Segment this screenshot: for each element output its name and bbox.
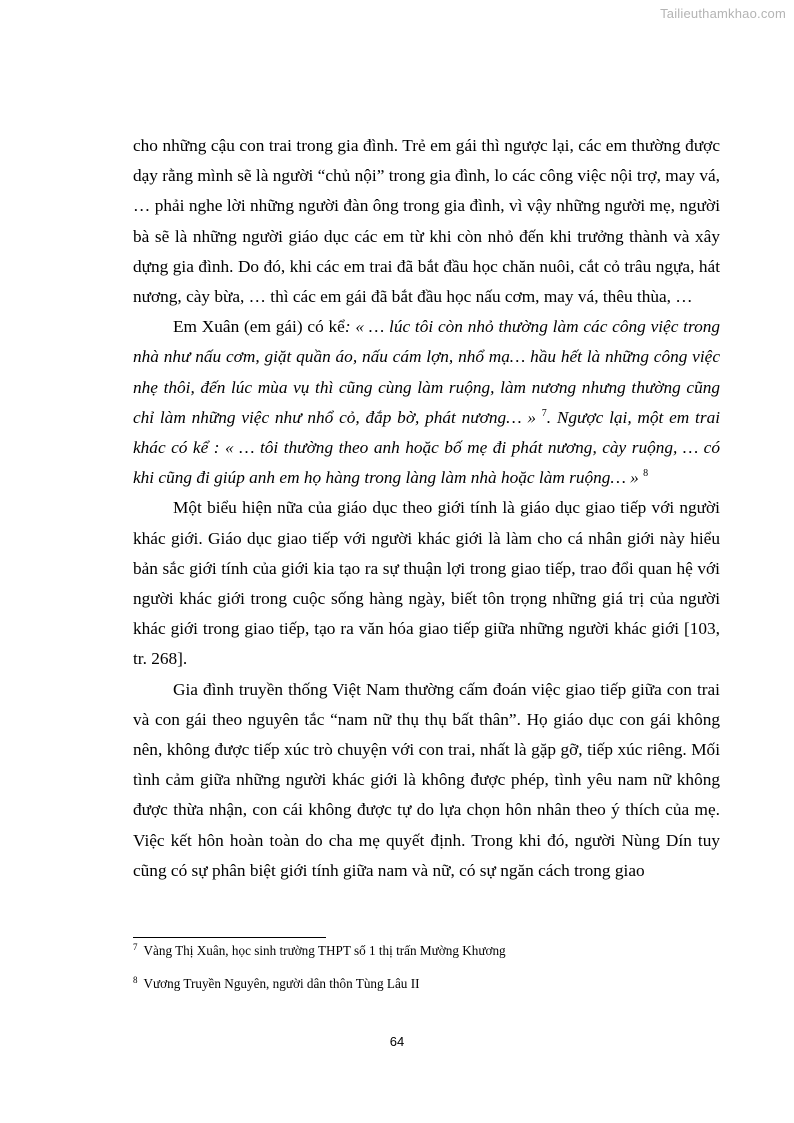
footnote-ref-8: 8: [643, 468, 649, 480]
footnote-7: [133, 943, 506, 959]
footnote-8-number: 8: [133, 974, 138, 985]
footnote-divider: [133, 937, 326, 938]
paragraph-2-quote-1: : « … lúc tôi còn nhỏ thường làm các công việc trong nhà như nấu cơm, giặt quần áo, nấu cám lợn, nhổ mạ… hầu hết là những công việc nhẹ thôi, đến lúc mùa vụ thì cũng cùng làm ruộng, làm nương nhưng thường cũng chỉ làm những việc như nhổ cỏ, đắp bờ, phát nương… »: [133, 317, 720, 427]
footnote-ref-7: 7: [541, 408, 547, 420]
footnote-7-number: 7: [133, 941, 138, 952]
document-body: [133, 131, 720, 886]
footnote-8-text: Vương Truyền Nguyên, người dân thôn Tùng Lâu II: [143, 976, 420, 991]
paragraph-4: Gia đình truyền thống Việt Nam thường cấm đoán việc giao tiếp giữa con trai và con gái theo nguyên tắc “nam nữ thụ thụ bất thân”. Họ giáo dục con gái không nên, không được tiếp xúc trò chuyện với con trai, nhất là gặp gỡ, tiếp xúc riêng. Mối tình cảm giữa những người khác giới là không được phép, tình yêu nam nữ không được thừa nhận, con cái không được tự do lựa chọn hôn nhân theo ý thích của mẹ. Việc kết hôn hoàn toàn do cha mẹ quyết định. Trong khi đó, người Nùng Dín tuy cũng có sự phân biệt giới tính giữa nam và nữ, có sự ngăn cách trong giao: [133, 679, 720, 880]
footnote-8: [133, 976, 419, 992]
page-number: 64: [389, 1034, 405, 1049]
paragraph-1: cho những cậu con trai trong gia đình. Trẻ em gái thì ngược lại, các em thường được dạy rằng mình sẽ là người “chủ nội” trong gia đình, lo các công việc nội trợ, may vá, … phải nghe lời những người đàn ông trong gia đình, vì vậy những người mẹ, người bà sẽ là những người giáo dục các em từ khi còn nhỏ đến khi trưởng thành và xây dựng gia đình. Do đó, khi các em trai đã bắt đầu học chăn nuôi, cắt cỏ trâu ngựa, hát nương, cày bừa, … thì các em gái đã bắt đầu học nấu cơm, may vá, thêu thùa, …: [133, 136, 720, 307]
watermark-text: Tailieuthamkhao.com: [660, 6, 786, 21]
paragraph-3: Một biểu hiện nữa của giáo dục theo giới tính là giáo dục giao tiếp với người khác giới. Giáo dục giao tiếp với người khác giới là làm cho cá nhân giới này hiểu bản sắc giới tính của giới kia tạo ra sự thuận lợi trong giao tiếp, trao đổi quan hệ với người khác giới trong cuộc sống hàng ngày, biết tôn trọng những giá trị của người khác giới trong giao tiếp, tạo ra văn hóa giao tiếp giữa những người khác giới [103, tr. 268].: [133, 498, 720, 669]
paragraph-2: [133, 312, 720, 493]
paragraph-2-intro: Em Xuân (em gái) có kể: [173, 317, 345, 337]
footnote-7-text: Vàng Thị Xuân, học sinh trường THPT số 1 thị trấn Mường Khương: [143, 943, 506, 958]
paragraph-2-quote-2: . Ngược lại, một em trai khác có kể : « … tôi thường theo anh hoặc bố mẹ đi phát nương, cày ruộng, … có khi cũng đi giúp anh em họ hàng trong làng làm nhà hoặc làm ruộng… »: [133, 407, 721, 488]
